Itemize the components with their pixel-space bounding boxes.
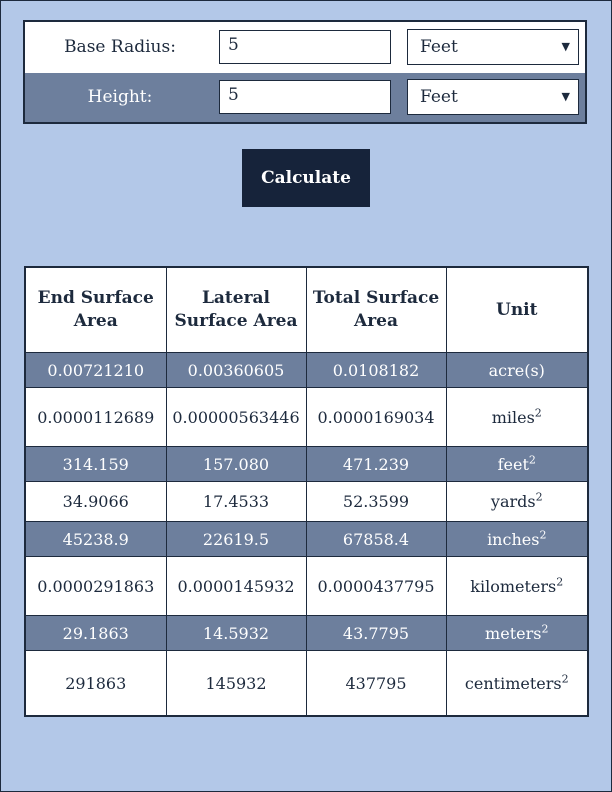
radius-row — [25, 22, 585, 72]
table-row — [25, 388, 588, 447]
unit-cell — [446, 651, 588, 717]
lateral-area-cell: 157.080 — [166, 447, 306, 482]
unit-cell — [446, 353, 588, 388]
unit-name: centimeters — [464, 673, 562, 693]
header-lateral-surface-area: Lateral Surface Area — [166, 267, 306, 353]
unit-name: yards — [490, 492, 536, 511]
total-area-cell: 0.0000169034 — [306, 388, 446, 447]
unit-name: miles — [491, 407, 535, 427]
lateral-area-cell: 17.4533 — [166, 482, 306, 522]
unit-exponent: 2 — [539, 528, 547, 542]
table-row — [25, 557, 588, 616]
unit-name: acre(s) — [488, 360, 545, 380]
end-area-cell: 0.0000291863 — [25, 557, 166, 616]
unit-exponent: 2 — [528, 453, 536, 467]
unit-exponent: 2 — [534, 406, 542, 420]
lateral-area-cell: 0.0000145932 — [166, 557, 306, 616]
unit-exponent: 2 — [535, 490, 543, 504]
total-area-cell: 0.0000437795 — [306, 557, 446, 616]
total-area-cell: 43.7795 — [306, 616, 446, 651]
unit-name: kilometers — [470, 576, 557, 596]
table-row — [25, 616, 588, 651]
dropdown-arrow-icon: ▼ — [561, 90, 570, 103]
end-area-cell: 0.0000112689 — [25, 388, 166, 447]
unit-cell — [446, 522, 588, 557]
table-row — [25, 522, 588, 557]
table-row — [25, 482, 588, 522]
unit-cell — [446, 616, 588, 651]
end-area-cell: 314.159 — [25, 447, 166, 482]
dropdown-arrow-icon: ▼ — [561, 40, 570, 53]
height-unit-select[interactable] — [407, 79, 579, 115]
end-area-cell: 291863 — [25, 651, 166, 717]
header-end-surface-area: End Surface Area — [25, 267, 166, 353]
lateral-area-cell: 0.00000563446 — [166, 388, 306, 447]
lateral-area-cell: 22619.5 — [166, 522, 306, 557]
radius-input[interactable]: 5 — [219, 30, 391, 64]
radius-unit-value: Feet — [420, 37, 458, 57]
height-unit-value: Feet — [420, 87, 458, 107]
calculate-button[interactable]: Calculate — [242, 149, 370, 207]
height-label: Height: — [87, 87, 153, 107]
total-area-cell: 67858.4 — [306, 522, 446, 557]
input-panel — [23, 20, 587, 124]
table-row — [25, 447, 588, 482]
total-area-cell: 471.239 — [306, 447, 446, 482]
unit-name: meters — [485, 623, 542, 643]
height-input[interactable]: 5 — [219, 80, 391, 114]
lateral-area-cell: 0.00360605 — [166, 353, 306, 388]
end-area-cell: 34.9066 — [25, 482, 166, 522]
unit-exponent: 2 — [556, 575, 564, 589]
total-area-cell: 52.3599 — [306, 482, 446, 522]
unit-exponent: 2 — [541, 622, 549, 636]
end-area-cell: 29.1863 — [25, 616, 166, 651]
total-area-cell: 0.0108182 — [306, 353, 446, 388]
results-body — [25, 353, 588, 717]
table-header-row — [25, 267, 588, 353]
radius-label: Base Radius: — [64, 37, 176, 57]
table-row — [25, 651, 588, 717]
radius-unit-select[interactable] — [407, 29, 579, 65]
lateral-area-cell: 145932 — [166, 651, 306, 717]
unit-cell — [446, 447, 588, 482]
header-unit: Unit — [446, 267, 588, 353]
unit-name: inches — [487, 529, 540, 549]
unit-cell — [446, 482, 588, 522]
lateral-area-cell: 14.5932 — [166, 616, 306, 651]
table-row — [25, 353, 588, 388]
unit-cell — [446, 388, 588, 447]
unit-exponent: 2 — [561, 672, 569, 686]
results-table — [24, 266, 589, 717]
header-total-surface-area: Total Surface Area — [306, 267, 446, 353]
unit-cell — [446, 557, 588, 616]
unit-name: feet — [497, 454, 529, 474]
end-area-cell: 45238.9 — [25, 522, 166, 557]
height-row — [25, 73, 585, 122]
end-area-cell: 0.00721210 — [25, 353, 166, 388]
total-area-cell: 437795 — [306, 651, 446, 717]
